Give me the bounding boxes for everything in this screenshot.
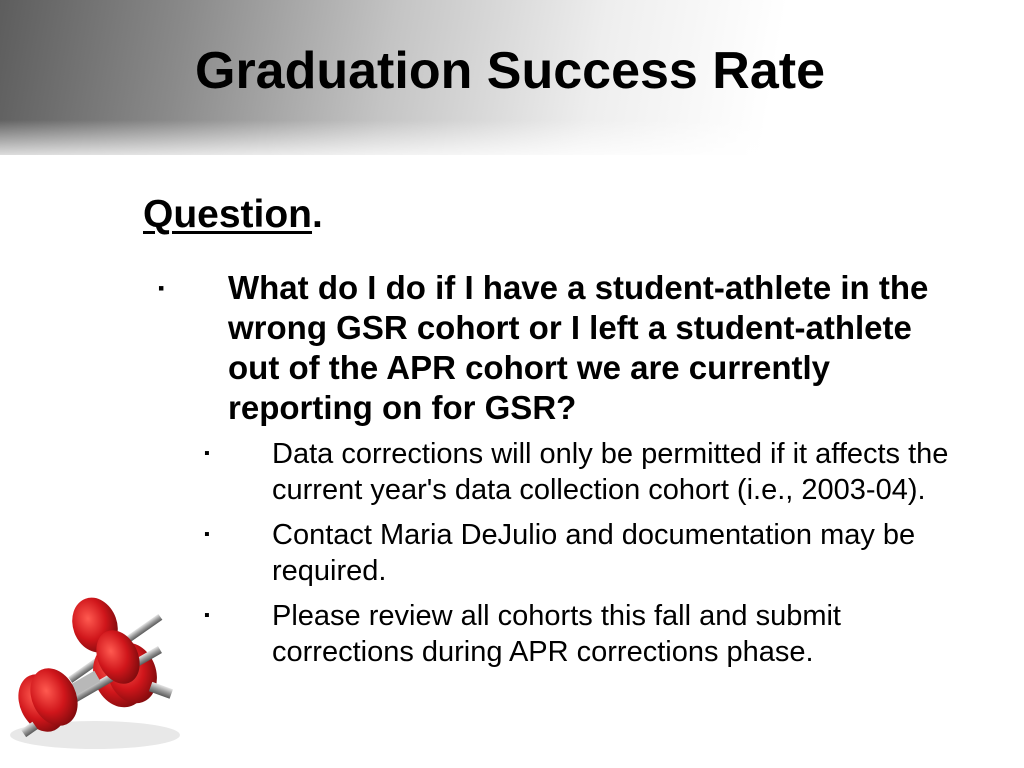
header-fade [0, 120, 1024, 165]
dumbbell-icon [0, 585, 200, 768]
main-bullet-list [150, 268, 970, 428]
sub-point-text: Data corrections will only be permitted if it affects the current year's data collection cohort (i.e., 2003-04). [272, 438, 949, 506]
list-item [200, 517, 960, 589]
square-bullet-icon: ▪ [204, 607, 210, 624]
question-label: Question [143, 193, 313, 236]
sub-bullet-list [200, 436, 960, 679]
square-bullet-icon: ▪ [204, 526, 210, 543]
sub-point-text: Please review all cohorts this fall and submit corrections during APR corrections phase. [272, 600, 841, 668]
sub-point-text: Contact Maria DeJulio and documentation may be required. [272, 519, 916, 587]
question-heading [143, 192, 323, 238]
main-point-text: What do I do if I have a student-athlete in the wrong GSR cohort or I left a student-athlete out of the APR cohort we are currently reporting on for GSR? [228, 269, 929, 426]
list-item [200, 598, 960, 670]
question-suffix: . [312, 193, 323, 236]
list-item [200, 436, 960, 508]
list-item [150, 268, 970, 428]
square-bullet-icon: ▪ [158, 278, 165, 298]
slide-title: Graduation Success Rate [195, 42, 825, 100]
square-bullet-icon: ▪ [204, 445, 210, 462]
